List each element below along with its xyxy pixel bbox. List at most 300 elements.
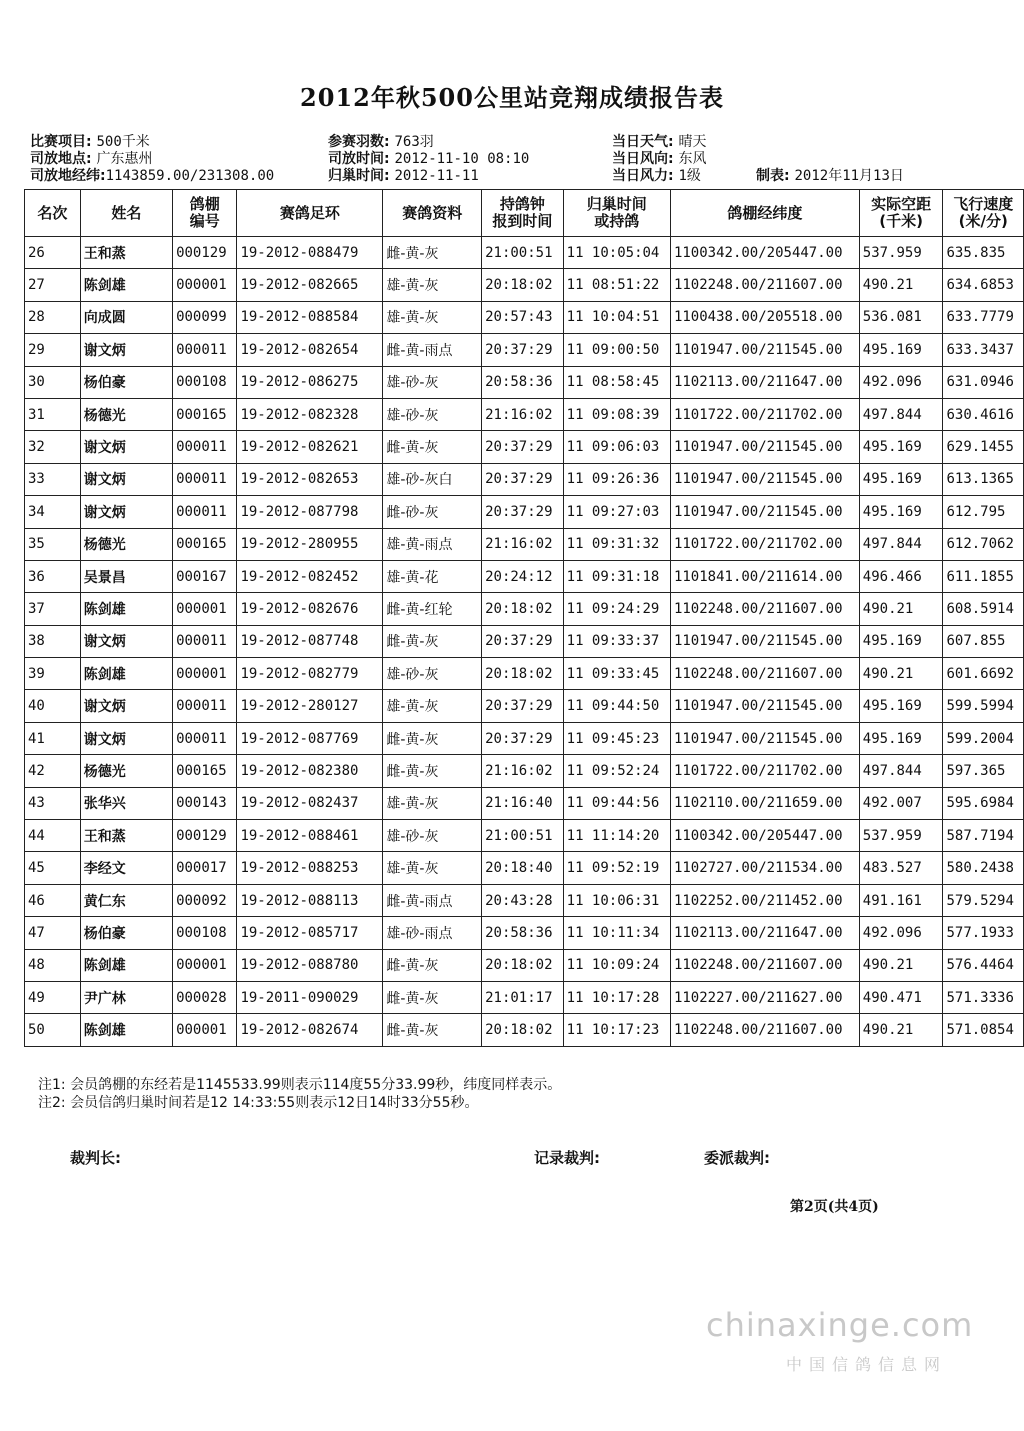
cell-rank: 41: [25, 722, 81, 754]
table-row: [25, 884, 1024, 916]
cell-clock: 20:18:40: [482, 852, 564, 884]
cell-distance: 490.21: [859, 658, 943, 690]
cell-arrival: 11 10:05:04: [563, 237, 670, 269]
cell-clock: 20:24:12: [482, 560, 564, 592]
cell-ring: 19-2011-090029: [237, 981, 383, 1013]
cell-arrival: 11 10:11:34: [563, 917, 670, 949]
cell-clock: 20:18:02: [482, 1014, 564, 1046]
cell-loft: 000129: [173, 820, 237, 852]
table-header: [25, 190, 1024, 237]
cell-ring: 19-2012-082452: [237, 560, 383, 592]
cell-ring: 19-2012-082328: [237, 398, 383, 430]
cell-arrival: 11 09:08:39: [563, 398, 670, 430]
cell-ring: 19-2012-087748: [237, 625, 383, 657]
cell-speed: 597.365: [943, 755, 1024, 787]
cell-name: 陈剑雄: [80, 658, 172, 690]
cell-speed: 579.5294: [943, 884, 1024, 916]
table-row: [25, 917, 1024, 949]
cell-clock: 20:37:29: [482, 463, 564, 495]
cell-loft: 000001: [173, 269, 237, 301]
cell-info: 雌-黄-灰: [383, 431, 482, 463]
cell-distance: 537.959: [859, 820, 943, 852]
cell-distance: 495.169: [859, 496, 943, 528]
cell-clock: 20:37:29: [482, 625, 564, 657]
cell-loft: 000165: [173, 528, 237, 560]
cell-coords: 1100438.00/205518.00: [670, 301, 859, 333]
cell-arrival: 11 09:27:03: [563, 496, 670, 528]
cell-arrival: 11 09:52:24: [563, 755, 670, 787]
cell-speed: 587.7194: [943, 820, 1024, 852]
header-clock: 持鸽钟 报到时间: [482, 190, 564, 237]
header-loft: 鸽棚 编号: [173, 190, 237, 237]
cell-distance: 491.161: [859, 884, 943, 916]
cell-speed: 607.855: [943, 625, 1024, 657]
table-row: [25, 269, 1024, 301]
cell-loft: 000011: [173, 690, 237, 722]
cell-ring: 19-2012-082380: [237, 755, 383, 787]
cell-speed: 571.3336: [943, 981, 1024, 1013]
cell-arrival: 11 10:17:23: [563, 1014, 670, 1046]
cell-distance: 492.096: [859, 366, 943, 398]
cell-arrival: 11 10:17:28: [563, 981, 670, 1013]
cell-arrival: 11 09:44:56: [563, 787, 670, 819]
cell-coords: 1101841.00/211614.00: [670, 560, 859, 592]
table-row: [25, 366, 1024, 398]
table-row: [25, 820, 1024, 852]
table-row: [25, 852, 1024, 884]
cell-clock: 21:01:17: [482, 981, 564, 1013]
cell-clock: 20:43:28: [482, 884, 564, 916]
cell-distance: 492.096: [859, 917, 943, 949]
cell-loft: 000017: [173, 852, 237, 884]
header-speed: 飞行速度 (米/分): [943, 190, 1024, 237]
cell-name: 陈剑雄: [80, 269, 172, 301]
cell-rank: 38: [25, 625, 81, 657]
cell-loft: 000165: [173, 755, 237, 787]
cell-loft: 000011: [173, 496, 237, 528]
cell-arrival: 11 10:04:51: [563, 301, 670, 333]
table-row: [25, 560, 1024, 592]
cell-arrival: 11 09:00:50: [563, 334, 670, 366]
cell-ring: 19-2012-088461: [237, 820, 383, 852]
cell-rank: 46: [25, 884, 81, 916]
wind-direction: 当日风向: 东风: [612, 151, 707, 167]
cell-ring: 19-2012-088113: [237, 884, 383, 916]
cell-rank: 44: [25, 820, 81, 852]
cell-arrival: 11 09:52:19: [563, 852, 670, 884]
cell-coords: 1101947.00/211545.00: [670, 463, 859, 495]
return-time: 归巢时间: 2012-11-11: [328, 168, 479, 184]
cell-coords: 1102248.00/211607.00: [670, 593, 859, 625]
cell-speed: 633.3437: [943, 334, 1024, 366]
cell-clock: 20:58:36: [482, 366, 564, 398]
cell-ring: 19-2012-082653: [237, 463, 383, 495]
cell-info: 雄-黄-雨点: [383, 528, 482, 560]
cell-rank: 39: [25, 658, 81, 690]
cell-coords: 1101722.00/211702.00: [670, 528, 859, 560]
cell-coords: 1102248.00/211607.00: [670, 949, 859, 981]
cell-rank: 36: [25, 560, 81, 592]
cell-distance: 483.527: [859, 852, 943, 884]
cell-speed: 633.7779: [943, 301, 1024, 333]
cell-name: 向成圆: [80, 301, 172, 333]
cell-rank: 43: [25, 787, 81, 819]
cell-ring: 19-2012-082779: [237, 658, 383, 690]
cell-loft: 000129: [173, 237, 237, 269]
cell-coords: 1102113.00/211647.00: [670, 917, 859, 949]
cell-name: 谢文炳: [80, 625, 172, 657]
cell-info: 雄-砂-灰: [383, 398, 482, 430]
cell-speed: 601.6692: [943, 658, 1024, 690]
cell-rank: 47: [25, 917, 81, 949]
cell-info: 雄-砂-灰: [383, 820, 482, 852]
table-row: [25, 496, 1024, 528]
cell-info: 雌-黄-灰: [383, 237, 482, 269]
made-date: 制表: 2012年11月13日: [756, 168, 904, 184]
table-row: [25, 755, 1024, 787]
cell-rank: 28: [25, 301, 81, 333]
cell-speed: 595.6984: [943, 787, 1024, 819]
cell-info: 雌-黄-灰: [383, 755, 482, 787]
cell-rank: 35: [25, 528, 81, 560]
cell-speed: 634.6853: [943, 269, 1024, 301]
cell-info: 雄-黄-灰: [383, 787, 482, 819]
cell-loft: 000011: [173, 334, 237, 366]
cell-coords: 1102227.00/211627.00: [670, 981, 859, 1013]
cell-distance: 495.169: [859, 463, 943, 495]
cell-coords: 1101947.00/211545.00: [670, 431, 859, 463]
recorder-judge-label: 记录裁判:: [534, 1149, 600, 1167]
cell-name: 陈剑雄: [80, 593, 172, 625]
table-row: [25, 722, 1024, 754]
results-table: [24, 189, 1024, 1047]
cell-clock: 20:37:29: [482, 722, 564, 754]
cell-name: 谢文炳: [80, 334, 172, 366]
cell-ring: 19-2012-088584: [237, 301, 383, 333]
watermark-site-name: 中国信鸽信息网: [786, 1355, 948, 1374]
cell-loft: 000108: [173, 917, 237, 949]
cell-distance: 496.466: [859, 560, 943, 592]
cell-arrival: 11 10:06:31: [563, 884, 670, 916]
cell-coords: 1100342.00/205447.00: [670, 237, 859, 269]
cell-arrival: 11 09:44:50: [563, 690, 670, 722]
cell-info: 雌-黄-雨点: [383, 884, 482, 916]
cell-info: 雌-黄-红轮: [383, 593, 482, 625]
report-title: 2012年秋500公里站竞翔成绩报告表: [300, 83, 724, 112]
cell-arrival: 11 09:06:03: [563, 431, 670, 463]
cell-speed: 613.1365: [943, 463, 1024, 495]
cell-speed: 608.5914: [943, 593, 1024, 625]
cell-rank: 45: [25, 852, 81, 884]
cell-distance: 497.844: [859, 755, 943, 787]
cell-info: 雄-砂-灰白: [383, 463, 482, 495]
cell-name: 谢文炳: [80, 496, 172, 528]
cell-arrival: 11 11:14:20: [563, 820, 670, 852]
cell-clock: 20:37:29: [482, 431, 564, 463]
table-row: [25, 949, 1024, 981]
cell-ring: 19-2012-082621: [237, 431, 383, 463]
cell-distance: 495.169: [859, 625, 943, 657]
header-arrival: 归巢时间 或持鸽: [563, 190, 670, 237]
cell-loft: 000165: [173, 398, 237, 430]
release-time: 司放时间: 2012-11-10 08:10: [328, 151, 530, 167]
race-item: 比赛项目: 500千米: [30, 134, 150, 150]
cell-speed: 612.7062: [943, 528, 1024, 560]
cell-name: 杨伯豪: [80, 917, 172, 949]
cell-info: 雄-砂-灰: [383, 658, 482, 690]
table-row: [25, 625, 1024, 657]
cell-rank: 48: [25, 949, 81, 981]
cell-distance: 495.169: [859, 690, 943, 722]
cell-speed: 629.1455: [943, 431, 1024, 463]
cell-loft: 000011: [173, 463, 237, 495]
cell-distance: 537.959: [859, 237, 943, 269]
cell-arrival: 11 08:58:45: [563, 366, 670, 398]
table-row: [25, 237, 1024, 269]
cell-info: 雌-黄-灰: [383, 625, 482, 657]
table-row: [25, 463, 1024, 495]
cell-rank: 40: [25, 690, 81, 722]
footnote-1: 注1: 会员鸽棚的东经若是1145533.99则表示114度55分33.99秒，纬度同样表示。: [38, 1077, 562, 1093]
cell-speed: 611.1855: [943, 560, 1024, 592]
footnotes: [38, 1076, 561, 1112]
cell-rank: 26: [25, 237, 81, 269]
cell-speed: 580.2438: [943, 852, 1024, 884]
cell-coords: 1101947.00/211545.00: [670, 722, 859, 754]
cell-loft: 000001: [173, 949, 237, 981]
cell-clock: 21:16:40: [482, 787, 564, 819]
cell-info: 雄-黄-灰: [383, 301, 482, 333]
cell-coords: 1101722.00/211702.00: [670, 755, 859, 787]
cell-arrival: 11 10:09:24: [563, 949, 670, 981]
cell-info: 雌-黄-灰: [383, 981, 482, 1013]
cell-rank: 30: [25, 366, 81, 398]
cell-coords: 1102252.00/211452.00: [670, 884, 859, 916]
table-row: [25, 593, 1024, 625]
cell-coords: 1101947.00/211545.00: [670, 690, 859, 722]
cell-name: 杨德光: [80, 755, 172, 787]
cell-loft: 000092: [173, 884, 237, 916]
cell-ring: 19-2012-280127: [237, 690, 383, 722]
cell-loft: 000011: [173, 431, 237, 463]
page-number: 第2页(共4页): [790, 1199, 879, 1215]
table-row: [25, 301, 1024, 333]
cell-rank: 37: [25, 593, 81, 625]
cell-loft: 000001: [173, 1014, 237, 1046]
cell-clock: 20:18:02: [482, 593, 564, 625]
cell-loft: 000108: [173, 366, 237, 398]
cell-rank: 33: [25, 463, 81, 495]
cell-coords: 1102110.00/211659.00: [670, 787, 859, 819]
header-name: 姓名: [80, 190, 172, 237]
table-row: [25, 787, 1024, 819]
cell-rank: 29: [25, 334, 81, 366]
cell-name: 李经文: [80, 852, 172, 884]
cell-clock: 20:58:36: [482, 917, 564, 949]
cell-name: 尹广林: [80, 981, 172, 1013]
header-ring: 赛鸽足环: [237, 190, 383, 237]
cell-info: 雄-黄-灰: [383, 269, 482, 301]
header-rank: 名次: [25, 190, 81, 237]
cell-loft: 000001: [173, 593, 237, 625]
cell-name: 吴景昌: [80, 560, 172, 592]
cell-speed: 630.4616: [943, 398, 1024, 430]
table-row: [25, 1014, 1024, 1046]
cell-loft: 000028: [173, 981, 237, 1013]
cell-coords: 1101947.00/211545.00: [670, 334, 859, 366]
cell-clock: 21:16:02: [482, 528, 564, 560]
cell-ring: 19-2012-082674: [237, 1014, 383, 1046]
cell-name: 谢文炳: [80, 463, 172, 495]
cell-clock: 20:57:43: [482, 301, 564, 333]
table-row: [25, 981, 1024, 1013]
cell-name: 王和蒸: [80, 237, 172, 269]
cell-name: 谢文炳: [80, 431, 172, 463]
cell-clock: 20:37:29: [482, 496, 564, 528]
cell-speed: 577.1933: [943, 917, 1024, 949]
cell-info: 雌-黄-灰: [383, 1014, 482, 1046]
cell-info: 雄-砂-雨点: [383, 917, 482, 949]
cell-arrival: 11 09:31:18: [563, 560, 670, 592]
cell-clock: 20:37:29: [482, 334, 564, 366]
watermark-domain: chinaxinge.com: [706, 1306, 974, 1344]
cell-arrival: 11 09:24:29: [563, 593, 670, 625]
cell-rank: 31: [25, 398, 81, 430]
cell-name: 张华兴: [80, 787, 172, 819]
table-row: [25, 398, 1024, 430]
cell-clock: 20:18:02: [482, 269, 564, 301]
cell-ring: 19-2012-088253: [237, 852, 383, 884]
cell-ring: 19-2012-280955: [237, 528, 383, 560]
cell-distance: 497.844: [859, 398, 943, 430]
cell-loft: 000143: [173, 787, 237, 819]
cell-loft: 000001: [173, 658, 237, 690]
cell-info: 雄-黄-灰: [383, 852, 482, 884]
header-coords: 鸽棚经纬度: [670, 190, 859, 237]
cell-coords: 1102113.00/211647.00: [670, 366, 859, 398]
cell-speed: 635.835: [943, 237, 1024, 269]
cell-loft: 000167: [173, 560, 237, 592]
cell-coords: 1102727.00/211534.00: [670, 852, 859, 884]
appointed-judge-label: 委派裁判:: [704, 1149, 770, 1167]
cell-name: 谢文炳: [80, 690, 172, 722]
cell-rank: 42: [25, 755, 81, 787]
cell-info: 雌-砂-灰: [383, 496, 482, 528]
cell-ring: 19-2012-082676: [237, 593, 383, 625]
cell-ring: 19-2012-085717: [237, 917, 383, 949]
cell-clock: 20:18:02: [482, 949, 564, 981]
release-site: 司放地点: 广东惠州: [30, 151, 153, 167]
weather: 当日天气: 晴天: [612, 134, 707, 150]
footnote-2: 注2: 会员信鸽归巢时间若是12 14:33:55则表示12日14时33分55秒。: [38, 1095, 479, 1111]
entries-count: 参赛羽数: 763羽: [328, 134, 434, 150]
cell-info: 雄-砂-灰: [383, 366, 482, 398]
cell-distance: 495.169: [859, 722, 943, 754]
cell-clock: 21:16:02: [482, 398, 564, 430]
cell-name: 杨德光: [80, 528, 172, 560]
cell-name: 王和蒸: [80, 820, 172, 852]
cell-info: 雌-黄-雨点: [383, 334, 482, 366]
cell-arrival: 11 09:31:32: [563, 528, 670, 560]
cell-speed: 631.0946: [943, 366, 1024, 398]
cell-clock: 21:00:51: [482, 820, 564, 852]
cell-rank: 27: [25, 269, 81, 301]
header-info: 赛鸽资料: [383, 190, 482, 237]
cell-speed: 571.0854: [943, 1014, 1024, 1046]
cell-arrival: 11 08:51:22: [563, 269, 670, 301]
cell-speed: 599.2004: [943, 722, 1024, 754]
cell-ring: 19-2012-087798: [237, 496, 383, 528]
cell-arrival: 11 09:26:36: [563, 463, 670, 495]
cell-info: 雌-黄-灰: [383, 722, 482, 754]
cell-distance: 490.21: [859, 269, 943, 301]
cell-info: 雄-黄-花: [383, 560, 482, 592]
cell-distance: 495.169: [859, 334, 943, 366]
cell-ring: 19-2012-082665: [237, 269, 383, 301]
cell-clock: 21:16:02: [482, 755, 564, 787]
cell-speed: 599.5994: [943, 690, 1024, 722]
table-row: [25, 690, 1024, 722]
cell-ring: 19-2012-082654: [237, 334, 383, 366]
cell-name: 陈剑雄: [80, 1014, 172, 1046]
cell-name: 黄仁东: [80, 884, 172, 916]
cell-coords: 1102248.00/211607.00: [670, 1014, 859, 1046]
cell-ring: 19-2012-088479: [237, 237, 383, 269]
wind-force: 当日风力: 1级: [612, 168, 701, 184]
cell-coords: 1101947.00/211545.00: [670, 625, 859, 657]
cell-distance: 490.21: [859, 593, 943, 625]
cell-distance: 497.844: [859, 528, 943, 560]
cell-coords: 1101947.00/211545.00: [670, 496, 859, 528]
cell-info: 雌-黄-灰: [383, 949, 482, 981]
header-distance: 实际空距 (千米): [859, 190, 943, 237]
table-row: [25, 528, 1024, 560]
cell-ring: 19-2012-086275: [237, 366, 383, 398]
cell-arrival: 11 09:33:37: [563, 625, 670, 657]
cell-clock: 21:00:51: [482, 237, 564, 269]
cell-name: 陈剑雄: [80, 949, 172, 981]
cell-clock: 20:18:02: [482, 658, 564, 690]
cell-info: 雄-黄-灰: [383, 690, 482, 722]
cell-loft: 000011: [173, 625, 237, 657]
cell-rank: 34: [25, 496, 81, 528]
cell-rank: 49: [25, 981, 81, 1013]
cell-coords: 1100342.00/205447.00: [670, 820, 859, 852]
table-row: [25, 431, 1024, 463]
cell-distance: 490.471: [859, 981, 943, 1013]
cell-arrival: 11 09:45:23: [563, 722, 670, 754]
cell-coords: 1101722.00/211702.00: [670, 398, 859, 430]
cell-rank: 32: [25, 431, 81, 463]
cell-rank: 50: [25, 1014, 81, 1046]
cell-distance: 492.007: [859, 787, 943, 819]
table-row: [25, 334, 1024, 366]
cell-name: 谢文炳: [80, 722, 172, 754]
cell-coords: 1102248.00/211607.00: [670, 658, 859, 690]
cell-distance: 495.169: [859, 431, 943, 463]
release-coords: 司放地经纬:1143859.00/231308.00: [30, 168, 275, 184]
cell-speed: 576.4464: [943, 949, 1024, 981]
results-body: [25, 237, 1024, 1047]
chief-judge-label: 裁判长:: [70, 1149, 121, 1167]
cell-ring: 19-2012-087769: [237, 722, 383, 754]
table-row: [25, 658, 1024, 690]
cell-ring: 19-2012-082437: [237, 787, 383, 819]
cell-name: 杨德光: [80, 398, 172, 430]
cell-loft: 000011: [173, 722, 237, 754]
cell-distance: 536.081: [859, 301, 943, 333]
cell-loft: 000099: [173, 301, 237, 333]
